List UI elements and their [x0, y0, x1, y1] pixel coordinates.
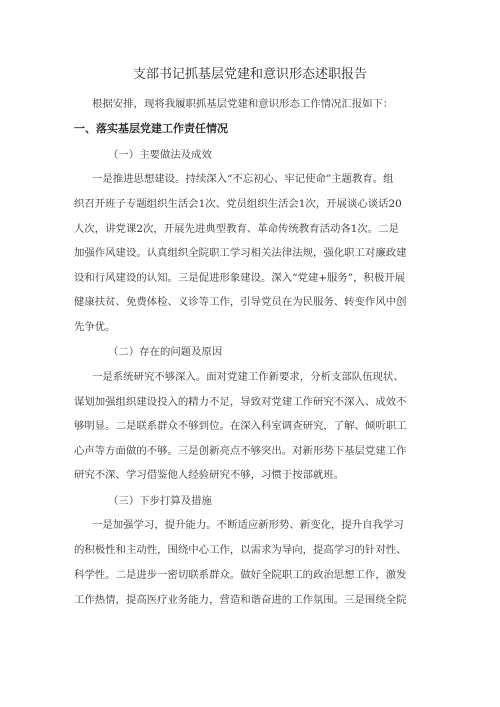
- subsection-heading-3: （三）下步打算及措施: [108, 495, 212, 507]
- paragraph-line: 科学性。二是进步一密切联系群众。做好全院职工的政治思想工作，激发: [74, 569, 407, 581]
- paragraph-line: 加强作风建设。认真组织全院职工学习相关法律法规，强化职工对廉政建: [74, 247, 407, 259]
- paragraph-line: 心声等方面做的不够。三是创新亮点不够突出。对新形势下基层党建工作: [74, 445, 407, 457]
- document-title: 支部书记抓基层党建和意识形态述职报告: [132, 67, 367, 82]
- subsection-heading-2: （二）存在的问题及原因: [108, 346, 223, 358]
- paragraph-line: 织召开班子专题组织生活会1次、党员组织生活会1次，开展谈心谈话20: [74, 198, 402, 210]
- paragraph-line: 先争优。: [74, 321, 116, 333]
- paragraph-line: 一是系统研究不够深入。面对党建工作新要求，分析支部队伍现状、: [92, 371, 404, 383]
- paragraph-line: 一是推进思想建设。持续深入“不忘初心、牢记使命”主题教育。组: [92, 173, 394, 185]
- paragraph-line: 一是加强学习，提升能力。不断适应新形势、新变化，提升自我学习: [92, 519, 404, 531]
- intro-paragraph: 根据安排，现将我履职抓基层党建和意识形态工作情况汇报如下：: [92, 98, 394, 110]
- paragraph-line: 研究不深、学习借鉴他人经验研究不够，习惯于按部就班。: [74, 469, 345, 481]
- paragraph-line: 人次，讲党课2次，开展先进典型教育、革命传统教育活动各1次。二是: [74, 223, 399, 235]
- section-heading-1: 一、落实基层党建工作责任情况: [74, 122, 228, 135]
- paragraph-line: 健康扶贫、免费体检、义诊等工作，引导党员在为民服务、转变作风中创: [74, 296, 407, 308]
- paragraph-line: 设和行风建设的认知。三是促进形象建设。深入“党建+服务”，积极开展: [74, 272, 406, 284]
- paragraph-line: 的积极性和主动性，围绕中心工作，以需求为导向，提高学习的针对性、: [74, 544, 407, 556]
- paragraph-line: 谋划加强组织建设投入的精力不足，导致对党建工作研究不深入、成效不: [74, 396, 407, 408]
- paragraph-line: 工作热情，提高医疗业务能力，营造和谐奋进的工作氛围。三是围绕全院: [74, 594, 407, 606]
- subsection-heading-1: （一）主要做法及成效: [108, 149, 212, 161]
- paragraph-line: 够明显。二是联系群众不够到位。在深入科室调查研究，了解、倾听职工: [74, 420, 407, 432]
